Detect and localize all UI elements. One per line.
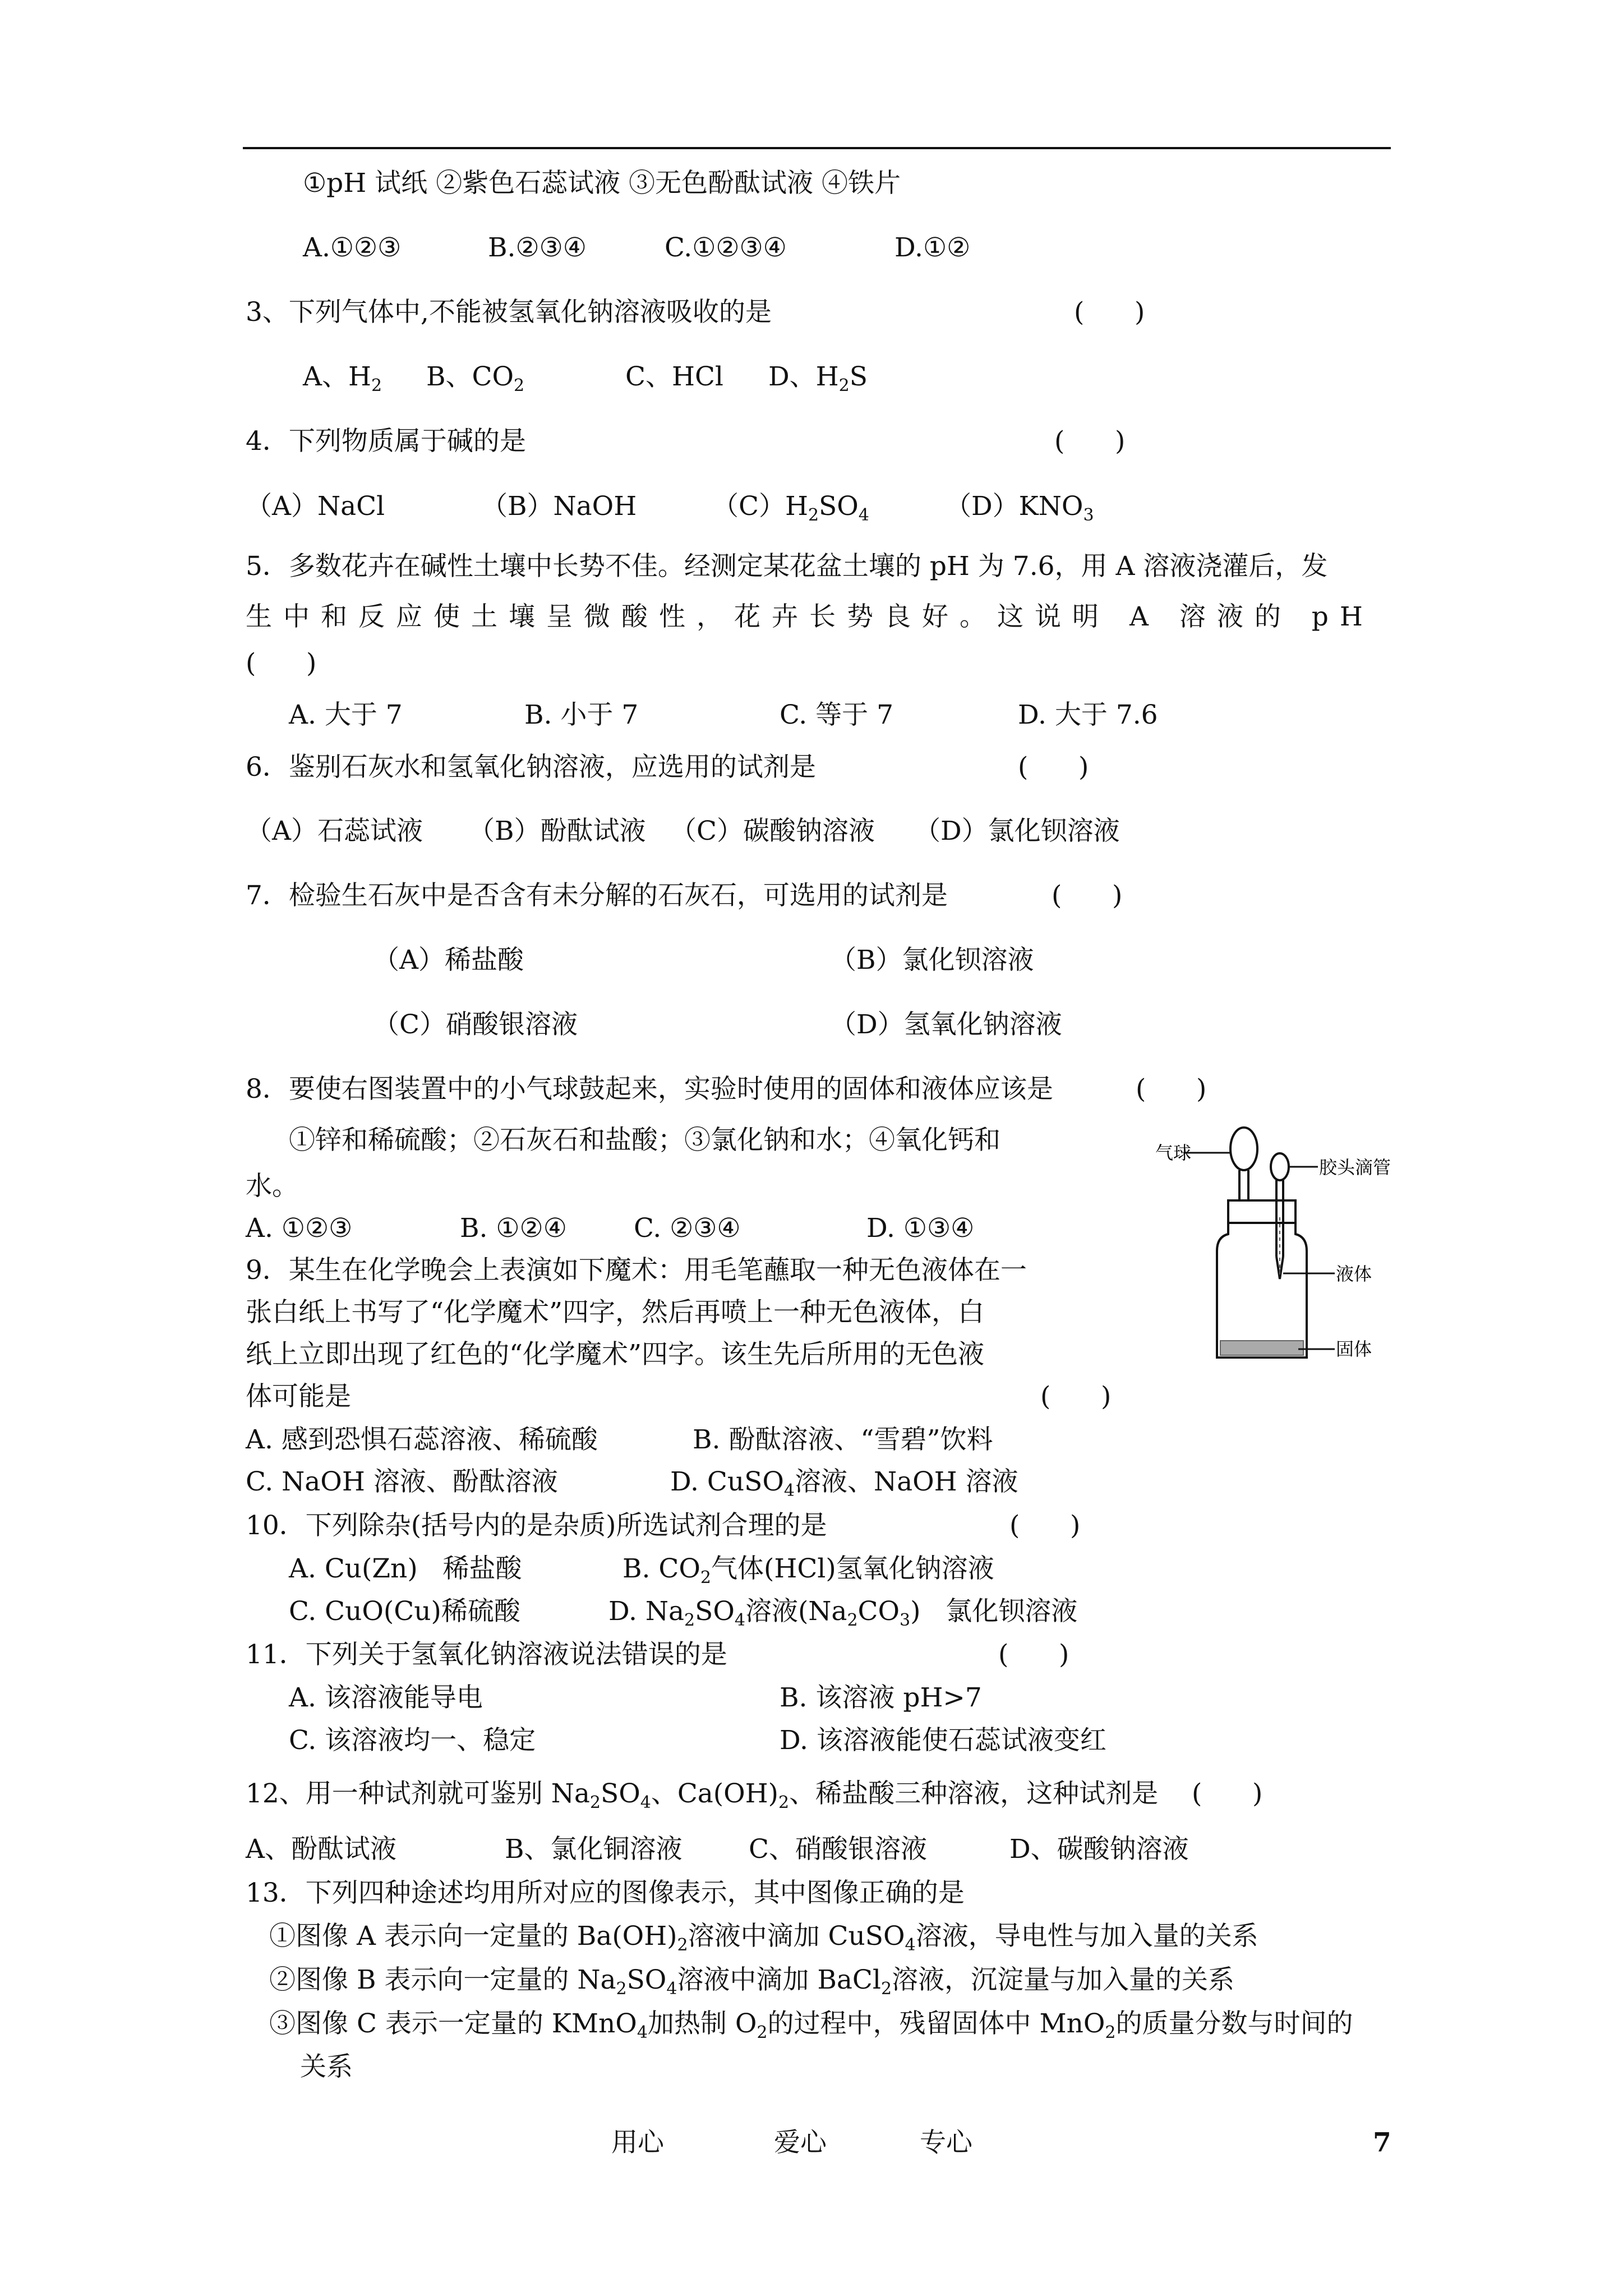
jar-shape [1217,1223,1307,1358]
q4-bracket: ( ) [1054,426,1126,457]
q10-choice-c: C. CuO(Cu)稀硫酸 [289,1596,520,1627]
solid-layer [1220,1341,1303,1355]
q11-choice-c: C. 该溶液均一、稳定 [289,1725,536,1756]
footer-word-3: 专心 [920,2127,972,2158]
q3-choice-b: B、$CO_2$ [426,361,525,395]
q10-choice-a: A. Cu(Zn) 稀盐酸 [289,1553,522,1584]
q3-bracket: ( ) [1074,297,1145,328]
q13-stem: 13．下列四种途述均用所对应的图像表示，其中图像正确的是 [246,1878,965,1908]
q6-stem: 6．鉴别石灰水和氢氧化钠溶液，应选用的试剂是 [246,752,816,783]
q11-stem: 11．下列关于氢氧化钠溶液说法错误的是 [246,1639,727,1670]
q8-stem: 8．要使右图装置中的小气球鼓起来，实验时使用的固体和液体应该是 [246,1074,1053,1105]
label-dropper: 胶头滴管 [1319,1157,1391,1178]
q8-choice-b: B. ①②④ [460,1213,567,1244]
q5-choice-b: B. 小于 7 [524,700,639,730]
q9-choice-a: A. 感到恐惧石蕊溶液、稀硫酸 [246,1424,598,1455]
q9-choice-d: D. CuSO$_4$溶液、NaOH 溶液 [670,1466,1018,1501]
q7-choice-c: （C）硝酸银溶液 [373,1009,578,1040]
q8-options-line1: ①锌和稀硫酸；②石灰石和盐酸；③氯化钠和水；④氧化钙和 [289,1125,1000,1156]
q4-stem: 4．下列物质属于碱的是 [246,426,526,457]
q11-choice-a: A. 该溶液能导电 [289,1682,483,1713]
q2-choice-c: C.①②③④ [665,232,787,263]
q4-choice-a: （A）NaCl [246,491,385,522]
q11-choice-b: B. 该溶液 pH>7 [780,1682,982,1713]
q12-choice-a: A、酚酞试液 [246,1834,396,1865]
q10-bracket: ( ) [1009,1510,1081,1541]
q10-choice-b: B. $CO_2$气体(HCl)氢氧化钠溶液 [623,1553,994,1588]
q5-line1: 5．多数花卉在碱性土壤中长势不佳。经测定某花盆土壤的 pH 为 7.6，用 A 溶液浇灌后，发 [246,551,1328,582]
dropper-bulb [1271,1153,1289,1180]
q12-choice-d: D、碳酸钠溶液 [1009,1834,1189,1865]
label-liquid: 液体 [1336,1263,1372,1285]
q8-bracket: ( ) [1136,1074,1207,1105]
q12-choice-b: B、氯化铜溶液 [505,1834,683,1865]
q6-choice-d: （D）氯化钡溶液 [914,816,1120,846]
q4-choice-c: $(C)H_2SO_4$ [712,491,869,525]
q5-choice-a: A. 大于 7 [289,700,403,730]
footer-word-1: 用心 [611,2127,664,2158]
q13-item1: ①图像 A 表示向一定量的 $Ba(OH)_2$溶液中滴加 CuSO$_4$溶液，导电性与加入量的关系 [269,1921,1258,1955]
apparatus-figure [1155,1122,1402,1391]
label-balloon: 气球 [1155,1142,1192,1163]
q10-choice-d: D. $Na_2SO_4$溶液$(Na_2CO_3)$ 氯化钡溶液 [608,1596,1078,1630]
q4-choice-b: （B）NaOH [481,491,637,522]
q4-choice-d: $(D)KNO_3$ [945,491,1094,525]
q13-item2: ②图像 B 表示向一定量的 $Na_2SO_4$溶液中滴加 BaCl$_2$溶液，沉淀量与加入量的关系 [269,1964,1235,1999]
q8-choice-d: D. ①③④ [866,1213,975,1244]
q9-line1: 9．某生在化学晚会上表演如下魔术：用毛笔蘸取一种无色液体在一 [246,1255,1027,1286]
q7-choice-a: （A）稀盐酸 [373,945,524,976]
q7-choice-b: （B）氯化钡溶液 [830,945,1034,976]
q2-choice-d: D.①② [895,232,971,263]
q11-bracket: ( ) [998,1639,1069,1670]
q3-choice-a: A、$H_2$ [303,361,382,395]
q13-item3: ③图像 C 表示一定量的 KMnO$_4$加热制 $O_2$的过程中，残留固体中 MnO$_2$的质量分数与时间的 [269,2008,1353,2042]
header-rule [243,147,1391,149]
q6-choice-a: （A）石蕊试液 [246,816,423,846]
q6-choice-b: （B）酚酞试液 [468,816,646,846]
q11-choice-d: D. 该溶液能使石蕊试液变红 [780,1725,1106,1756]
q7-bracket: ( ) [1052,880,1123,911]
q12-choice-c: C、硝酸银溶液 [749,1834,927,1865]
balloon-shape [1230,1128,1257,1170]
q12-stem: 12、用一种试剂就可鉴别 $Na_2SO_4$、$Ca(OH)_2$、稀盐酸三种溶液，这种试剂是 [246,1778,1159,1812]
q2-choice-a: A.①②③ [303,232,402,263]
q8-options-line2: 水。 [246,1171,298,1202]
q6-choice-c: （C）碳酸钠溶液 [670,816,875,846]
footer-word-2: 爱心 [774,2127,827,2158]
label-solid: 固体 [1336,1338,1372,1360]
q12-bracket: ( ) [1192,1778,1263,1809]
q9-line3: 纸上立即出现了红色的“化学魔术”四字。该生先后所用的无色液 [246,1339,985,1370]
q9-choice-c: C. NaOH 溶液、酚酞溶液 [246,1466,558,1497]
q8-choice-c: C. ②③④ [634,1213,741,1244]
q9-line2: 张白纸上书写了“化学魔术”四字，然后再喷上一种无色液体，白 [246,1297,985,1328]
q7-stem: 7．检验生石灰中是否含有未分解的石灰石，可选用的试剂是 [246,880,948,911]
q7-choice-d: （D）氢氧化钠溶液 [830,1009,1062,1040]
q5-line3: ( ) [246,648,317,679]
q6-bracket: ( ) [1018,752,1089,783]
q5-choice-c: C. 等于 7 [780,700,894,730]
q9-choice-b: B. 酚酞溶液、“雪碧”饮料 [693,1424,993,1455]
q5-choice-d: D. 大于 7.6 [1018,700,1158,730]
q13-item3-cont: 关系 [300,2051,353,2082]
q5-line2: 生中和反应使土壤呈微酸性，花卉长势良好。这说明 A 溶液的 pH [246,601,1374,632]
page-number: 7 [1373,2127,1391,2158]
q10-stem: 10．下列除杂(括号内的是杂质)所选试剂合理的是 [246,1510,827,1541]
q3-choice-d: D、$H_2S$ [768,361,868,395]
q9-line4: 体可能是 [246,1381,351,1412]
q3-stem: 3、下列气体中,不能被氢氧化钠溶液吸收的是 [246,297,772,328]
q8-choice-a: A. ①②③ [246,1213,353,1244]
q3-choice-c: C、HCl [625,361,723,392]
q9-bracket: ( ) [1040,1381,1112,1412]
q2-choice-b: B.②③④ [488,232,587,263]
q2-options: ①pH 试纸 ②紫色石蕊试液 ③无色酚酞试液 ④铁片 [303,168,901,199]
